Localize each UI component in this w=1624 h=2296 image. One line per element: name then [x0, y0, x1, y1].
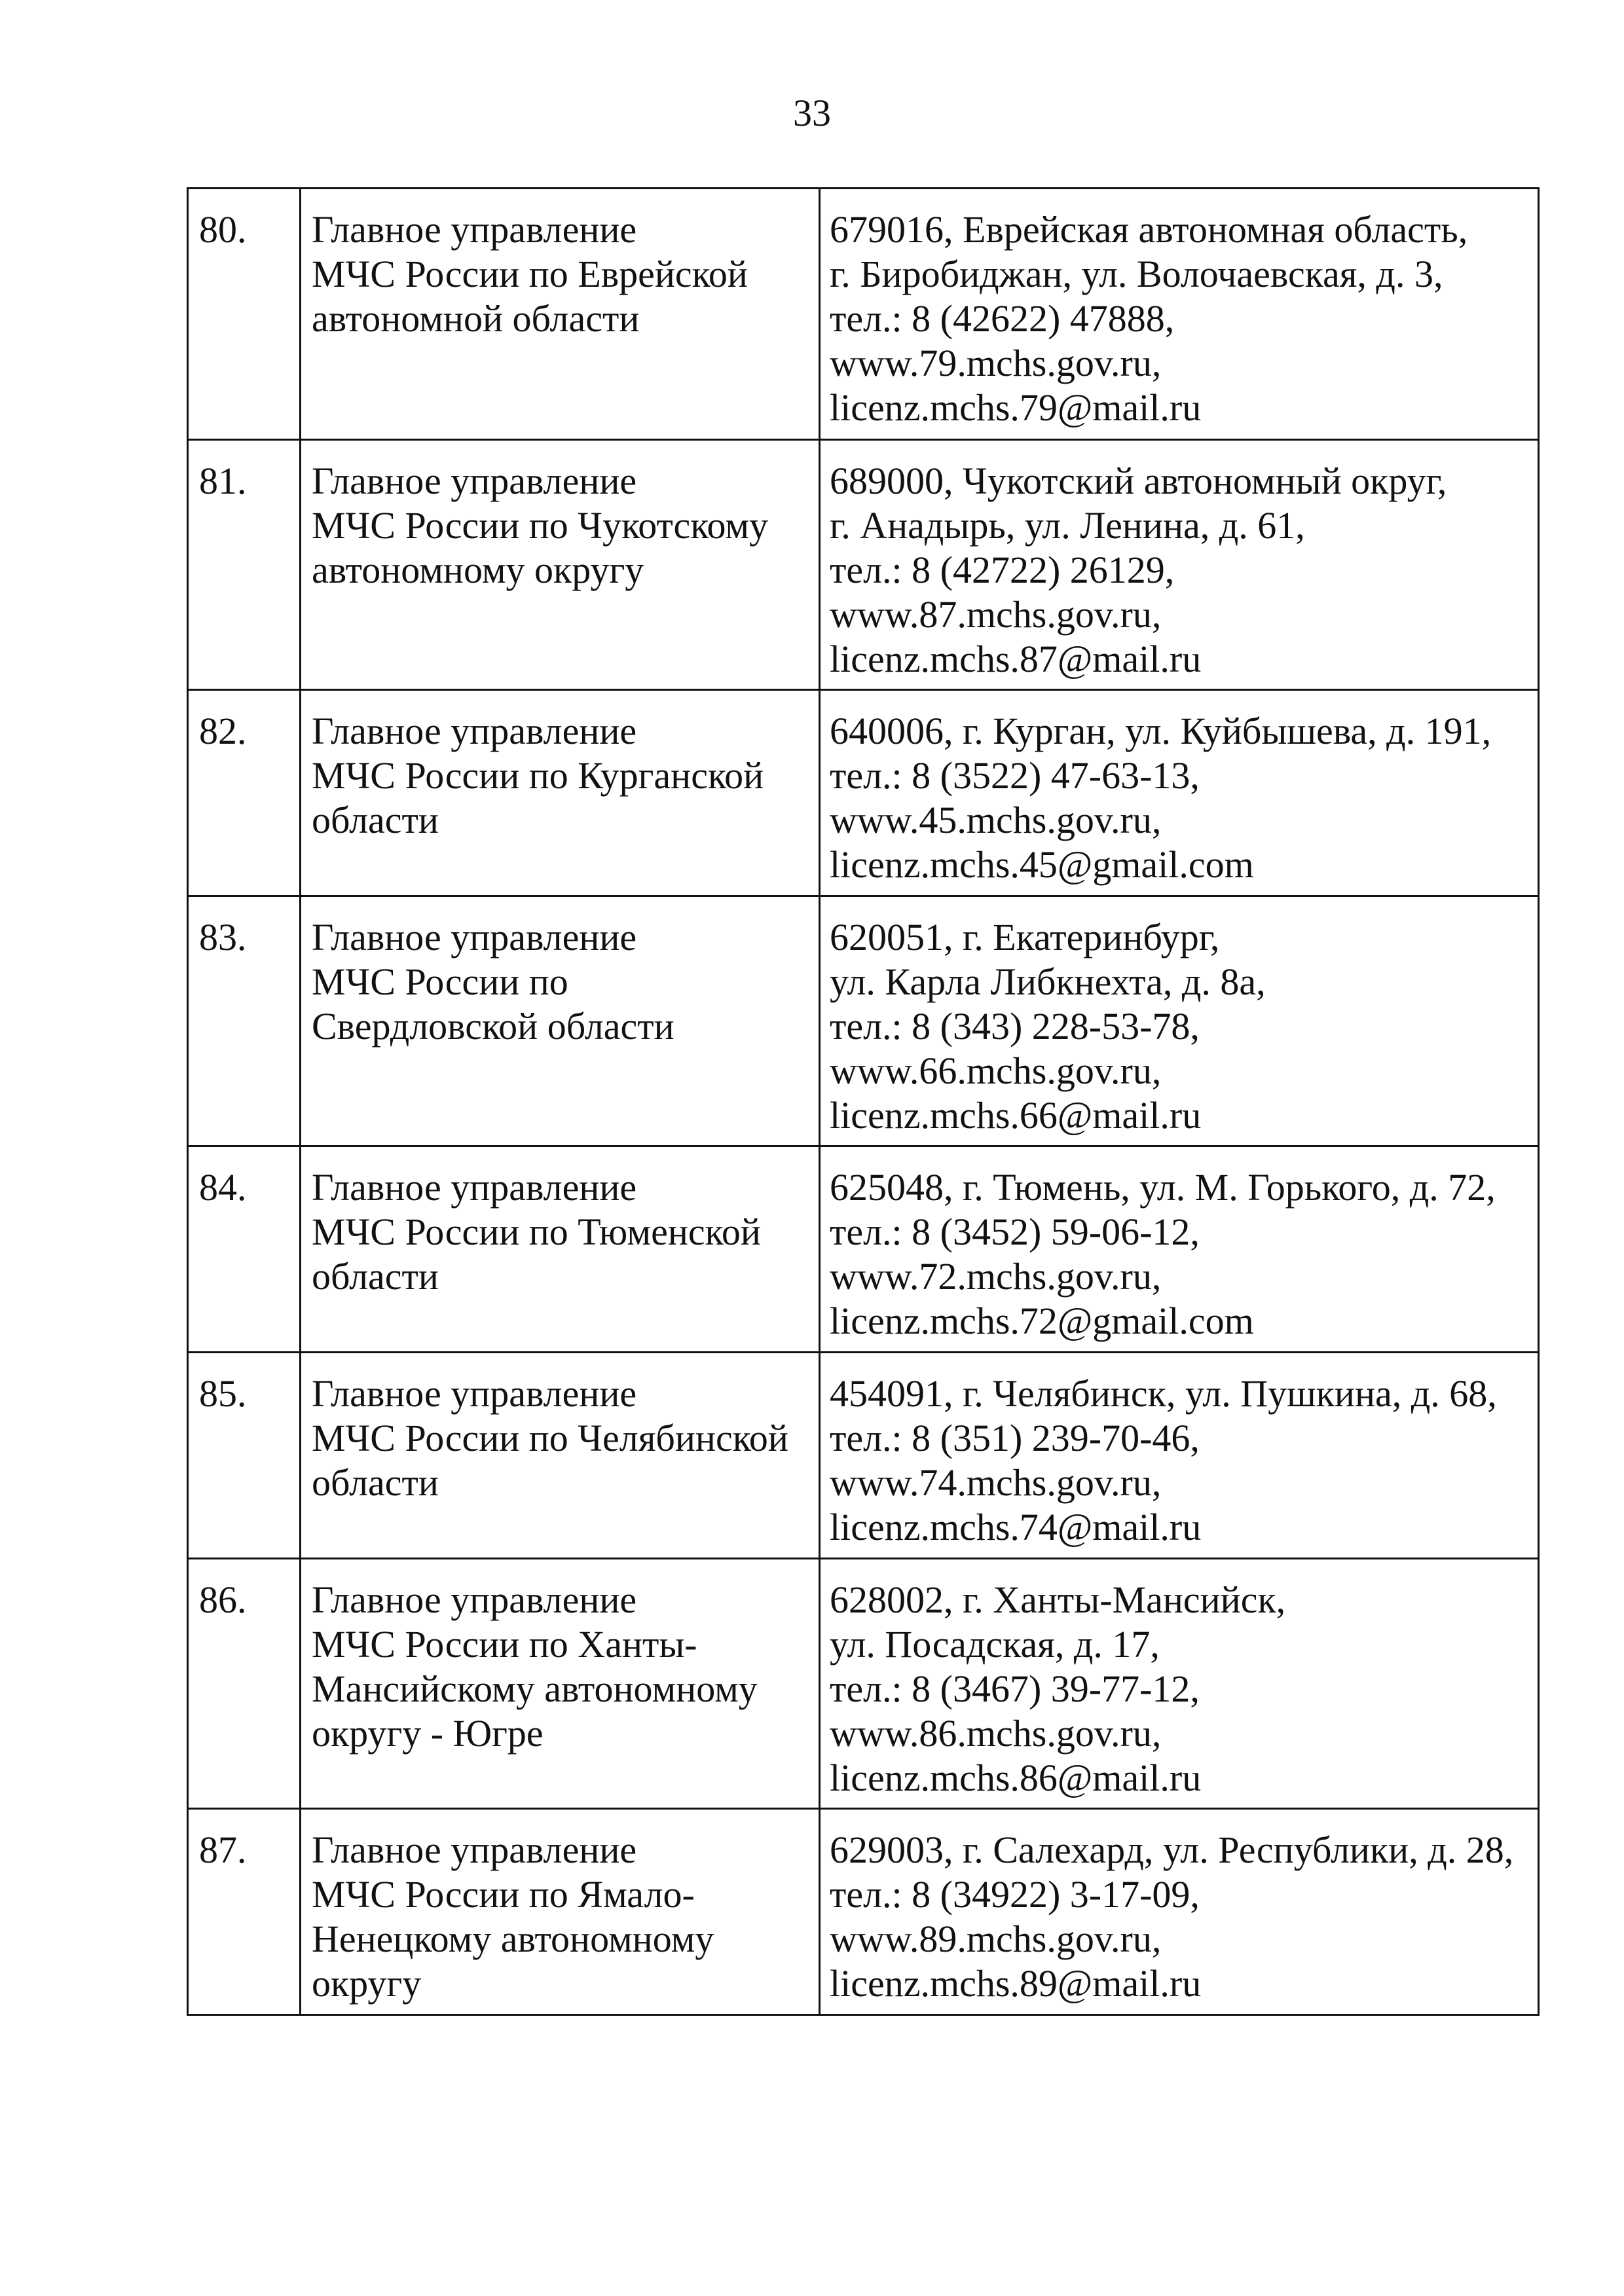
website-line: www.74.mchs.gov.ru,	[830, 1461, 1162, 1504]
website-line: www.86.mchs.gov.ru,	[830, 1712, 1162, 1755]
table-row	[188, 896, 1539, 1146]
row-number: 86.	[199, 1578, 247, 1621]
organization-name-cell	[301, 440, 820, 690]
website-line: www.79.mchs.gov.ru,	[830, 342, 1162, 384]
organization-name-cell	[301, 189, 820, 440]
organization-name-line: МЧС России по Челябинской	[312, 1417, 788, 1459]
email-line: licenz.mchs.86@mail.ru	[830, 1757, 1202, 1799]
phone-line: тел.: 8 (42622) 47888,	[830, 297, 1175, 340]
row-number: 80.	[199, 208, 247, 251]
phone-line: тел.: 8 (3452) 59-06-12,	[830, 1211, 1200, 1253]
phone-line: тел.: 8 (351) 239-70-46,	[830, 1417, 1200, 1459]
address-line: ул. Карла Либкнехта, д. 8а,	[830, 960, 1266, 1003]
contact-details-cell	[820, 440, 1539, 690]
email-line: licenz.mchs.89@mail.ru	[830, 1962, 1202, 2005]
organization-name-line: МЧС России по Ханты-	[312, 1623, 697, 1666]
organization-name-line: Главное управление	[312, 1829, 637, 1871]
table-row	[188, 189, 1539, 440]
phone-line: тел.: 8 (343) 228-53-78,	[830, 1005, 1200, 1048]
contact-details-cell	[820, 690, 1539, 896]
phone-line: тел.: 8 (42722) 26129,	[830, 549, 1175, 591]
registry-table	[187, 187, 1540, 2016]
organization-name-cell	[301, 896, 820, 1146]
row-number: 85.	[199, 1372, 247, 1415]
website-line: www.45.mchs.gov.ru,	[830, 799, 1162, 841]
row-number-cell	[188, 1559, 301, 1809]
row-number-cell	[188, 896, 301, 1146]
row-number: 82.	[199, 710, 247, 752]
table-row	[188, 1559, 1539, 1809]
row-number-cell	[188, 1353, 301, 1559]
organization-name-line: МЧС России по Еврейской	[312, 253, 748, 295]
organization-name-cell	[301, 690, 820, 896]
organization-name-line: Главное управление	[312, 710, 637, 752]
contact-details-cell	[820, 1146, 1539, 1353]
email-line: licenz.mchs.45@gmail.com	[830, 843, 1254, 886]
organization-name-cell	[301, 1809, 820, 2015]
row-number: 83.	[199, 916, 247, 958]
organization-name-line: области	[312, 799, 439, 841]
organization-name-line: округу - Югре	[312, 1712, 544, 1755]
organization-name-cell	[301, 1146, 820, 1353]
address-line: 620051, г. Екатеринбург,	[830, 916, 1220, 958]
organization-name-line: Главное управление	[312, 1372, 637, 1415]
row-number-cell	[188, 189, 301, 440]
website-line: www.87.mchs.gov.ru,	[830, 593, 1162, 636]
organization-name-line: области	[312, 1255, 439, 1298]
organization-name-line: Свердловской области	[312, 1005, 674, 1048]
email-line: licenz.mchs.72@gmail.com	[830, 1300, 1254, 1342]
address-line: 679016, Еврейская автономная область,	[830, 208, 1468, 251]
organization-name-line: МЧС России по Тюменской	[312, 1211, 761, 1253]
organization-name-line: Главное управление	[312, 1578, 637, 1621]
organization-name-line: Главное управление	[312, 208, 637, 251]
phone-line: тел.: 8 (34922) 3-17-09,	[830, 1873, 1200, 1916]
website-line: www.72.mchs.gov.ru,	[830, 1255, 1162, 1298]
address-line: ул. Посадская, д. 17,	[830, 1623, 1160, 1666]
page-number: 33	[793, 92, 831, 134]
organization-name-cell	[301, 1559, 820, 1809]
table-row	[188, 440, 1539, 690]
row-number-cell	[188, 690, 301, 896]
organization-name-line: автономному округу	[312, 549, 644, 591]
contact-details-cell	[820, 189, 1539, 440]
row-number-cell	[188, 1146, 301, 1353]
table-row	[188, 1353, 1539, 1559]
contact-details-cell	[820, 1353, 1539, 1559]
organization-name-line: МЧС России по Ямало-	[312, 1873, 695, 1916]
organization-name-line: Главное управление	[312, 1166, 637, 1209]
organization-name-line: МЧС России по Чукотскому	[312, 504, 769, 547]
organization-name-line: Главное управление	[312, 916, 637, 958]
contact-details-cell	[820, 1559, 1539, 1809]
address-line: г. Анадырь, ул. Ленина, д. 61,	[830, 504, 1305, 547]
table-row	[188, 690, 1539, 896]
organization-name-line: Мансийскому автономному	[312, 1667, 758, 1710]
contact-details-cell	[820, 896, 1539, 1146]
contact-details-cell	[820, 1809, 1539, 2015]
row-number-cell	[188, 440, 301, 690]
organization-name-line: МЧС России по Курганской	[312, 754, 764, 797]
address-line: 629003, г. Салехард, ул. Республики, д. 28,	[830, 1829, 1514, 1871]
table-row	[188, 1809, 1539, 2015]
organization-name-line: Главное управление	[312, 460, 637, 502]
email-line: licenz.mchs.74@mail.ru	[830, 1506, 1202, 1548]
row-number: 87.	[199, 1829, 247, 1871]
organization-name-line: округу	[312, 1962, 422, 2005]
address-line: 689000, Чукотский автономный округ,	[830, 460, 1447, 502]
email-line: licenz.mchs.87@mail.ru	[830, 638, 1202, 680]
phone-line: тел.: 8 (3467) 39-77-12,	[830, 1667, 1200, 1710]
address-line: г. Биробиджан, ул. Волочаевская, д. 3,	[830, 253, 1443, 295]
organization-name-cell	[301, 1353, 820, 1559]
website-line: www.66.mchs.gov.ru,	[830, 1049, 1162, 1092]
address-line: 454091, г. Челябинск, ул. Пушкина, д. 68,	[830, 1372, 1497, 1415]
website-line: www.89.mchs.gov.ru,	[830, 1918, 1162, 1960]
organization-name-line: автономной области	[312, 297, 640, 340]
organization-name-line: Ненецкому автономному	[312, 1918, 714, 1960]
address-line: 625048, г. Тюмень, ул. М. Горького, д. 72,	[830, 1166, 1496, 1209]
organization-name-line: МЧС России по	[312, 960, 568, 1003]
table-row	[188, 1146, 1539, 1353]
organization-name-line: области	[312, 1461, 439, 1504]
email-line: licenz.mchs.66@mail.ru	[830, 1094, 1202, 1137]
phone-line: тел.: 8 (3522) 47-63-13,	[830, 754, 1200, 797]
address-line: 628002, г. Ханты-Мансийск,	[830, 1578, 1286, 1621]
email-line: licenz.mchs.79@mail.ru	[830, 386, 1202, 429]
row-number: 84.	[199, 1166, 247, 1209]
address-line: 640006, г. Курган, ул. Куйбышева, д. 191,	[830, 710, 1492, 752]
row-number-cell	[188, 1809, 301, 2015]
row-number: 81.	[199, 460, 247, 502]
